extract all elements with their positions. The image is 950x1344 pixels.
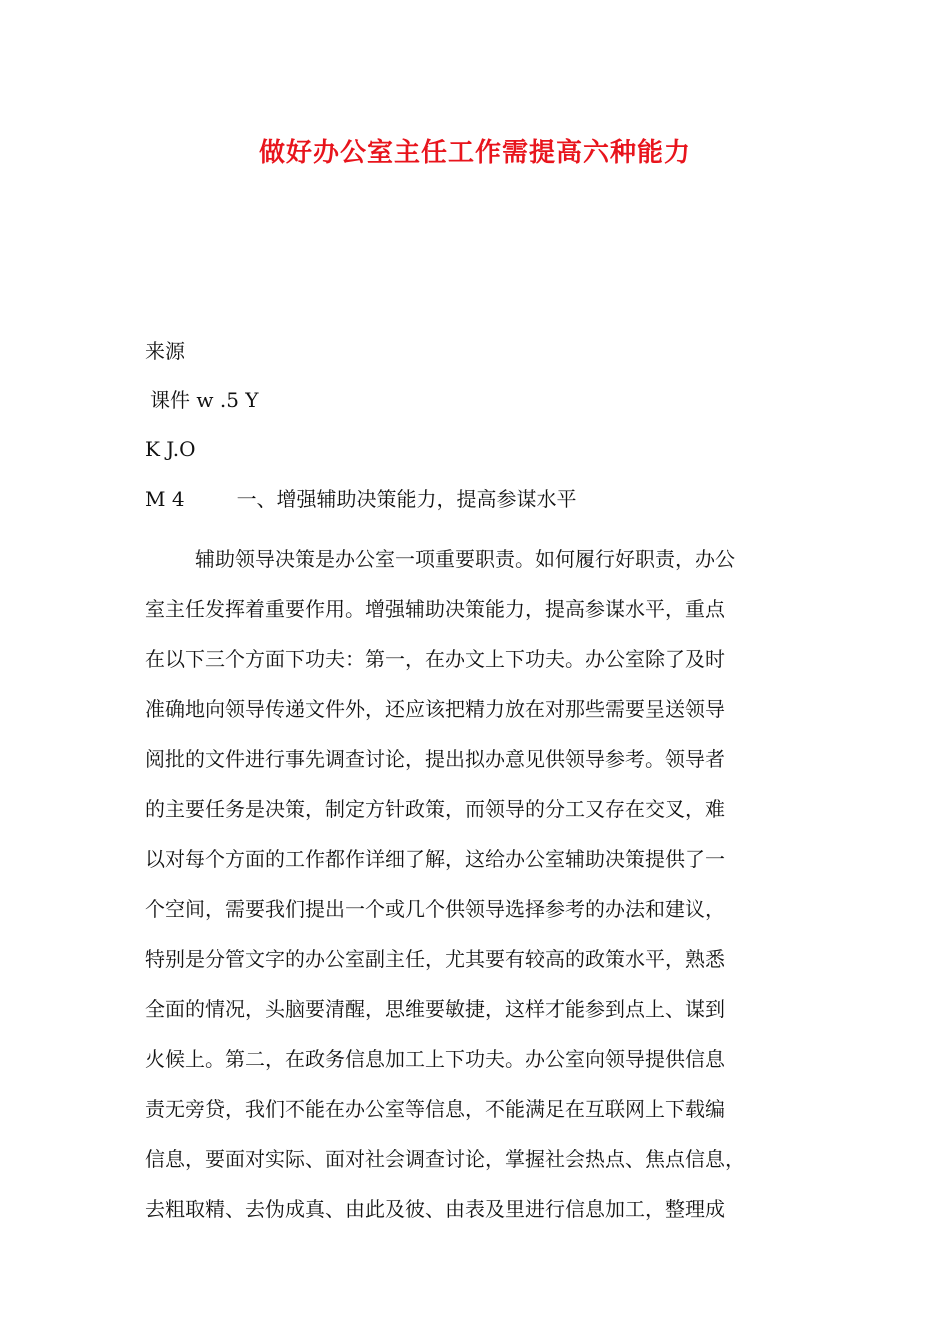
body-line: 以对每个方面的工作都作详细了解，这给办公室辅助决策提供了一 — [145, 847, 725, 871]
body-line: 阅批的文件进行事先调查讨论，提出拟办意见供领导参考。领导者 — [145, 747, 725, 771]
meta-line-4-prefix: M 4 — [145, 487, 185, 511]
body-line: 在以下三个方面下功夫：第一，在办文上下功夫。办公室除了及时 — [145, 647, 725, 671]
body-line: 全面的情况，头脑要清醒，思维要敏捷，这样才能参到点上、谋到 — [145, 997, 725, 1021]
source-label: 来源 — [145, 339, 185, 363]
body-line: 个空间，需要我们提出一个或几个供领导选择参考的办法和建议， — [145, 897, 725, 921]
body-line: 火候上。第二，在政务信息加工上下功夫。办公室向领导提供信息 — [145, 1047, 725, 1071]
meta-line-2: 课件 w .5 Y — [150, 388, 259, 412]
document-title: 做好办公室主任工作需提高六种能力 — [258, 138, 691, 168]
body-line: 辅助领导决策是办公室一项重要职责。如何履行好职责，办公 — [195, 547, 735, 571]
body-line: 的主要任务是决策，制定方针政策，而领导的分工又存在交叉，难 — [145, 797, 725, 821]
section-heading: 一、增强辅助决策能力，提高参谋水平 — [236, 487, 577, 511]
meta-line-3: K J.O — [145, 437, 196, 461]
meta-line-4 — [145, 485, 577, 513]
body-line: 去粗取精、去伪成真、由此及彼、由表及里进行信息加工，整理成 — [145, 1197, 725, 1221]
body-line: 室主任发挥着重要作用。增强辅助决策能力，提高参谋水平，重点 — [145, 597, 725, 621]
body-line: 准确地向领导传递文件外，还应该把精力放在对那些需要呈送领导 — [145, 697, 725, 721]
body-line: 责无旁贷，我们不能在办公室等信息，不能满足在互联网上下载编 — [145, 1097, 725, 1121]
body-line: 信息，要面对实际、面对社会调查讨论，掌握社会热点、焦点信息， — [145, 1147, 745, 1171]
body-paragraph — [145, 534, 807, 1234]
body-line: 特别是分管文字的办公室副主任，尤其要有较高的政策水平，熟悉 — [145, 947, 725, 971]
